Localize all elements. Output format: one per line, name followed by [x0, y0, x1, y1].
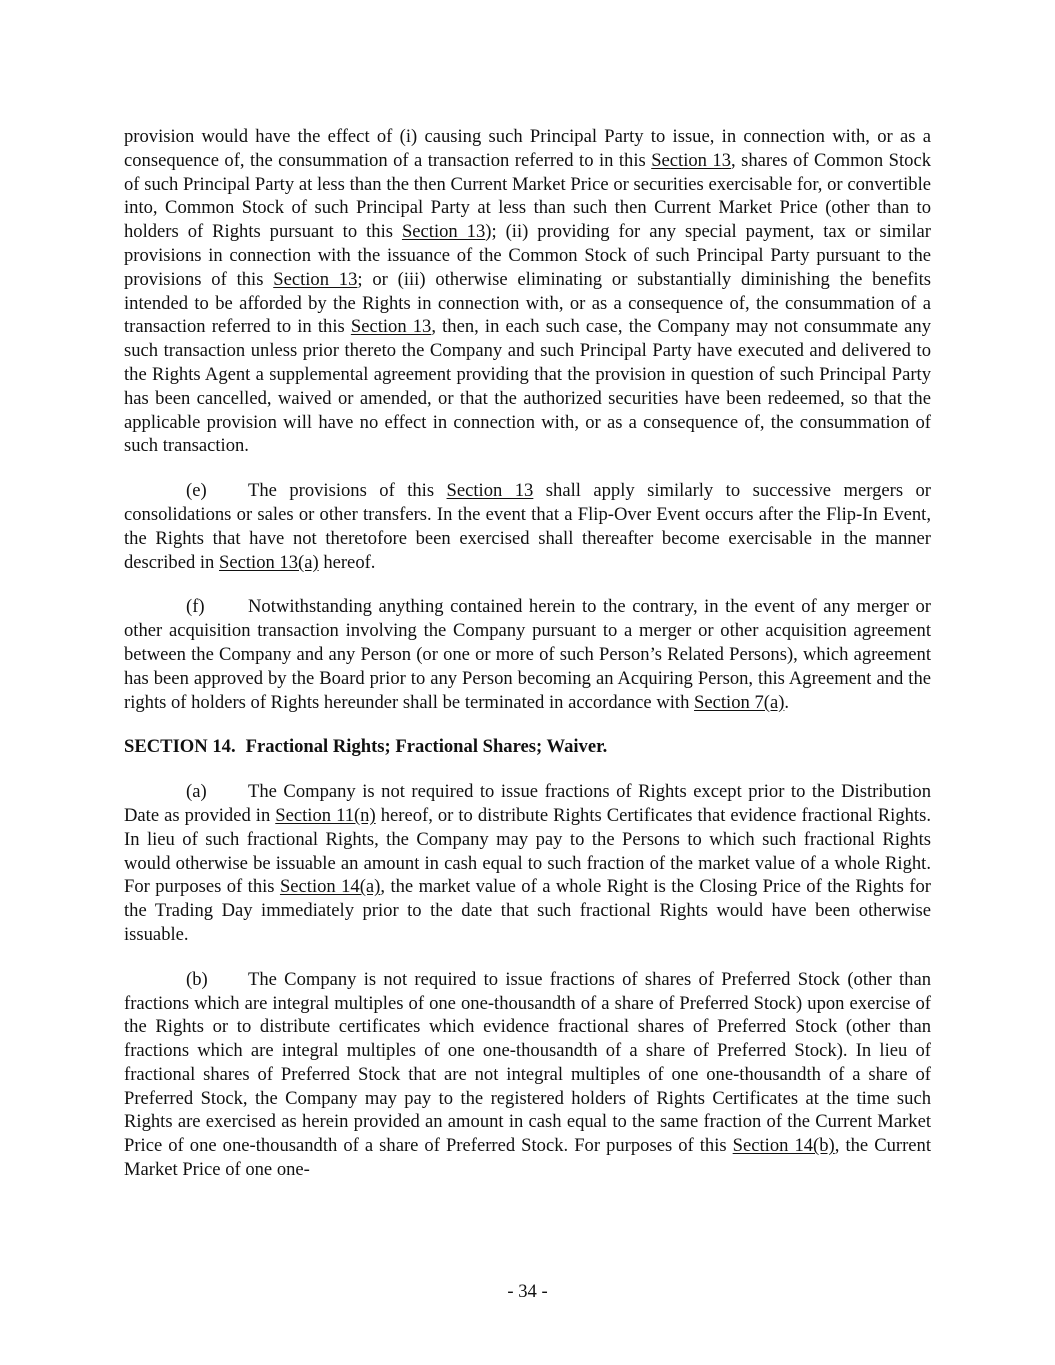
- text: , the Current Market Price of one one-: [124, 1135, 931, 1181]
- text: hereof, or to distribute Rights Certificates that evidence fractional Rights. In lieu of such fractional Rights, the Company may pay to the Persons to which such fractional Rights would otherwise be issuable an amount in cash equal to such fraction of the market value of a whole Right. For purposes of this: [124, 804, 931, 898]
- paragraph-label: (f): [186, 596, 205, 618]
- section-reference: Section 13: [446, 480, 534, 502]
- text: ; or (iii) otherwise eliminating or substantially diminishing the benefits intended to be afforded by the Rights in connection with, or as a consequence of, the consummation of a transaction referred to in this: [124, 268, 932, 338]
- section-reference: Section 14(a): [279, 876, 381, 898]
- section-reference: Section 13: [401, 221, 486, 243]
- text: Notwithstanding anything contained herein to the contrary, in the event of any merger or other acquisition transaction involving the Company pursuant to a merger or other acquisition agreement between the Company and any Person (or one or more of such Person’s Related Persons), which agreement has been approved by the Board prior to any Person becoming an Acquiring Person, this Agreement and the rights of holders of Rights hereunder shall be terminated in accordance with: [124, 596, 931, 713]
- text: The Company is not required to issue fractions of shares of Preferred Stock (other than fractions which are integral multiples of one one-thousandth of a share of Preferred Stock) upon exercise of the Rights or to distribute certificates which evidence fractional shares of Preferred Stock (other than fractions which are integral multiples of one one-thousandth of a share of Preferred Stock). In lieu of fractional shares of Preferred Stock that are not integral multiples of one one-thousandth of a share of Preferred Stock, the Company may pay to the registered holders of Rights Certificates at the time such Rights are exercised as herein provided an amount in cash equal to the same fraction of the Current Market Price of one one-thousandth of a share of Preferred Stock. For purposes of this: [124, 968, 931, 1157]
- paragraph-f: [124, 595, 931, 714]
- section-reference: Section 7(a): [694, 691, 785, 713]
- section-reference: Section 13(a): [219, 551, 319, 573]
- paragraph-label: (e): [186, 480, 207, 502]
- text: , the market value of a whole Right is the Closing Price of the Rights for the Trading Day immediately prior to the date that such fractional Rights would have been otherwise issuable.: [124, 876, 931, 945]
- section-reference: Section 14(b): [732, 1135, 835, 1157]
- section-heading: [124, 735, 931, 759]
- section-number: SECTION 14.: [124, 736, 236, 758]
- text: .: [784, 691, 790, 713]
- paragraph-label: (a): [186, 781, 207, 803]
- text: ); (ii) providing for any special payment, tax or similar provisions in connection with the issuance of the Common Stock of such Principal Party pursuant to the provisions of this: [124, 221, 932, 290]
- paragraph-b: [124, 968, 931, 1182]
- section-reference: Section 13: [350, 316, 432, 338]
- section-reference: Section 13: [651, 149, 732, 171]
- paragraph-a: [124, 780, 931, 947]
- text: The provisions of this: [248, 480, 447, 502]
- page-number: - 34 -: [507, 1281, 548, 1302]
- paragraph-e: [124, 479, 931, 574]
- paragraph-continuation: [124, 125, 931, 458]
- document-body: [124, 125, 931, 1182]
- text: provision would have the effect of (i) causing such Principal Party to issue, in connection with, or as a consequence of, the consummation of a transaction referred to in this: [124, 126, 931, 171]
- text: The Company is not required to issue fractions of Rights except prior to the Distribution Date as provided in: [124, 781, 931, 826]
- text: , shares of Common Stock of such Principal Party at less than the then Current Market Price or securities exercisable for, or convertible into, Common Stock of such Principal Party at less than such then Current Market Price (other than to holders of Rights pursuant to this: [124, 149, 932, 243]
- text: , then, in each such case, the Company may not consummate any such transaction unless prior thereto the Company and such Principal Party have executed and delivered to the Rights Agent a supplemental agreement providing that the provision in question of such Principal Party has been cancelled, waived or amended, or that the authorized securities have been redeemed, so that the applicable provision will have no effect in connection with, or as a consequence of, the consummation of such transaction.: [124, 316, 931, 457]
- paragraph-label: (b): [186, 968, 208, 990]
- section-reference: Section 11(n): [275, 804, 376, 826]
- text: shall apply similarly to successive mergers or consolidations or sales or other transfers. In the event that a Flip-Over Event occurs after the Flip-In Event, the Rights that have not theretofore been exercised shall thereafter become exercisable in the manner described in: [124, 480, 931, 573]
- section-reference: Section 13: [273, 268, 358, 290]
- text: hereof.: [318, 551, 376, 573]
- section-title: Fractional Rights; Fractional Shares; Waiver.: [245, 736, 608, 758]
